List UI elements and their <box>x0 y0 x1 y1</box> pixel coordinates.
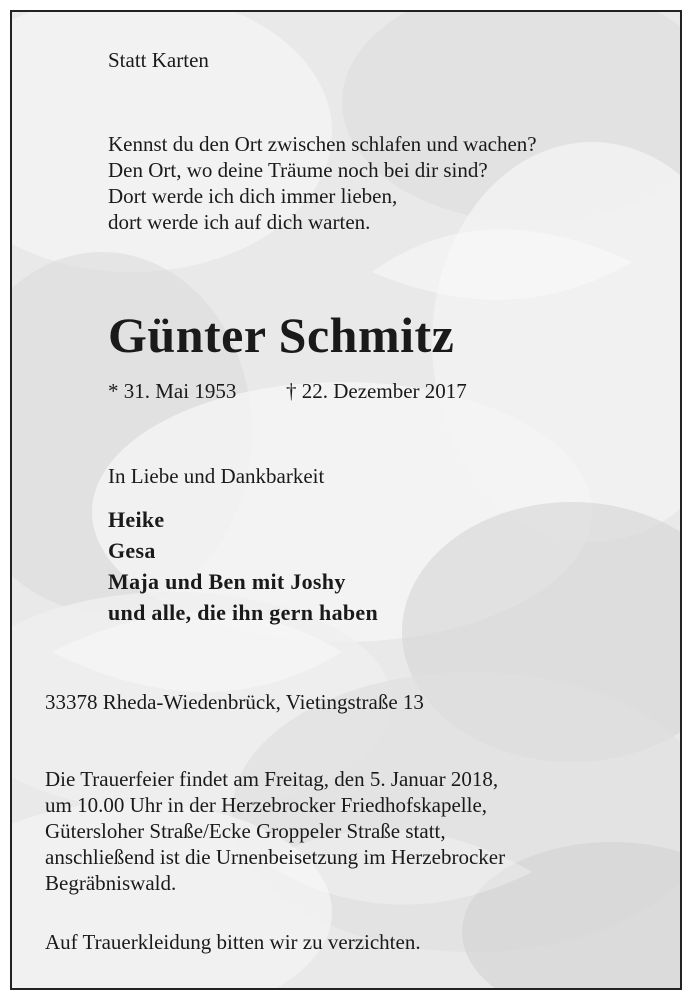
obituary-card <box>10 10 682 990</box>
closing-text: Auf Trauerkleidung bitten wir zu verzichten. <box>45 930 421 954</box>
mourner-line-1: Heike <box>108 507 165 532</box>
poem-line-3: Dort werde ich dich immer lieben, <box>108 184 398 208</box>
mourner-line-4: und alle, die ihn gern haben <box>108 600 379 625</box>
death-date: † 22. Dezember 2017 <box>286 379 467 403</box>
deceased-name: Günter Schmitz <box>108 307 455 363</box>
mourner-line-2: Gesa <box>108 538 156 563</box>
service-line-5: Begräbniswald. <box>45 871 177 895</box>
mourner-line-3: Maja und Ben mit Joshy <box>108 569 346 594</box>
service-line-3: Gütersloher Straße/Ecke Groppeler Straße statt, <box>45 819 446 843</box>
service-line-4: anschließend ist die Urnenbeisetzung im Herzebrocker <box>45 845 506 869</box>
dedication-text: In Liebe und Dankbarkeit <box>108 464 325 488</box>
service-line-1: Die Trauerfeier findet am Freitag, den 5. Januar 2018, <box>45 767 499 791</box>
poem-line-4: dort werde ich auf dich warten. <box>108 210 371 234</box>
birth-date: * 31. Mai 1953 <box>108 379 237 403</box>
address-text: 33378 Rheda-Wiedenbrück, Vietingstraße 13 <box>45 690 424 714</box>
service-line-2: um 10.00 Uhr in der Herzebrocker Friedhofskapelle, <box>45 793 488 817</box>
header-text: Statt Karten <box>108 48 209 72</box>
poem-line-1: Kennst du den Ort zwischen schlafen und wachen? <box>108 132 537 156</box>
poem-line-2: Den Ort, wo deine Träume noch bei dir sind? <box>108 158 488 182</box>
